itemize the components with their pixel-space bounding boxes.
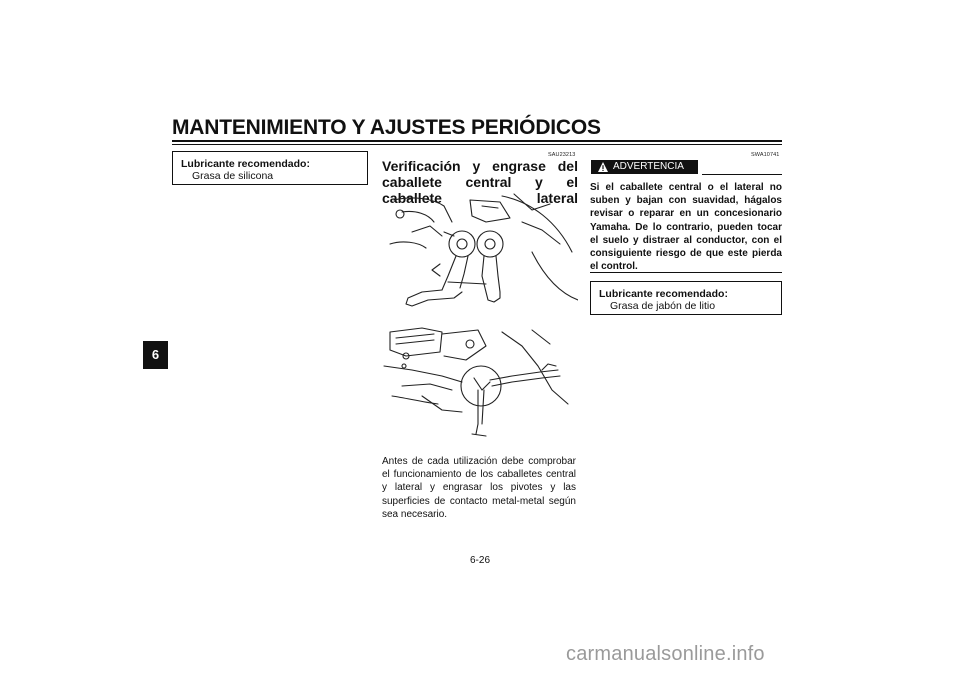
lubricant-box-left bbox=[172, 151, 368, 185]
header-rule-thick bbox=[172, 140, 782, 142]
warning-text: Si el caballete central o el lateral no suben y bajan con suavidad, hágalos revisar o reparar en un concesionario Yamaha. De lo contrario, pueden tocar el suelo y distraer al conductor, con el consiguiente riesgo de que este pierda el control. bbox=[590, 182, 782, 273]
warning-rule-bottom bbox=[590, 272, 782, 273]
chapter-tab: 6 bbox=[143, 341, 168, 369]
page-title: MANTENIMIENTO Y AJUSTES PERIÓDICOS bbox=[172, 116, 601, 139]
section-title: Verificación y engrase del caballete central y el caballete lateral bbox=[382, 158, 578, 206]
side-stand-illustration bbox=[382, 326, 578, 446]
warning-rule-top bbox=[702, 174, 782, 175]
warning-label: ADVERTENCIA bbox=[613, 161, 684, 172]
section-code: SAU23213 bbox=[548, 152, 576, 158]
body-paragraph: Antes de cada utilización debe comprobar el funcionamiento de los caballetes central y lateral y engrasar los pivotes y las superficies de contacto metal-metal según sea necesario. bbox=[382, 456, 576, 520]
lubricant-label: Lubricante recomendado: bbox=[181, 158, 310, 170]
warning-triangle-icon bbox=[597, 161, 609, 173]
header-rule-thin bbox=[172, 144, 782, 145]
center-stand-illustration bbox=[382, 192, 578, 320]
lubricant-label: Lubricante recomendado: bbox=[599, 288, 728, 300]
lubricant-value: Grasa de jabón de litio bbox=[610, 300, 716, 312]
warning-badge bbox=[591, 160, 698, 174]
lubricant-value: Grasa de silicona bbox=[192, 170, 274, 182]
watermark: carmanualsonline.info bbox=[566, 643, 765, 665]
lubricant-box-right bbox=[590, 281, 782, 315]
warning-code: SWA10741 bbox=[751, 152, 780, 158]
page-number: 6-26 bbox=[469, 555, 490, 566]
